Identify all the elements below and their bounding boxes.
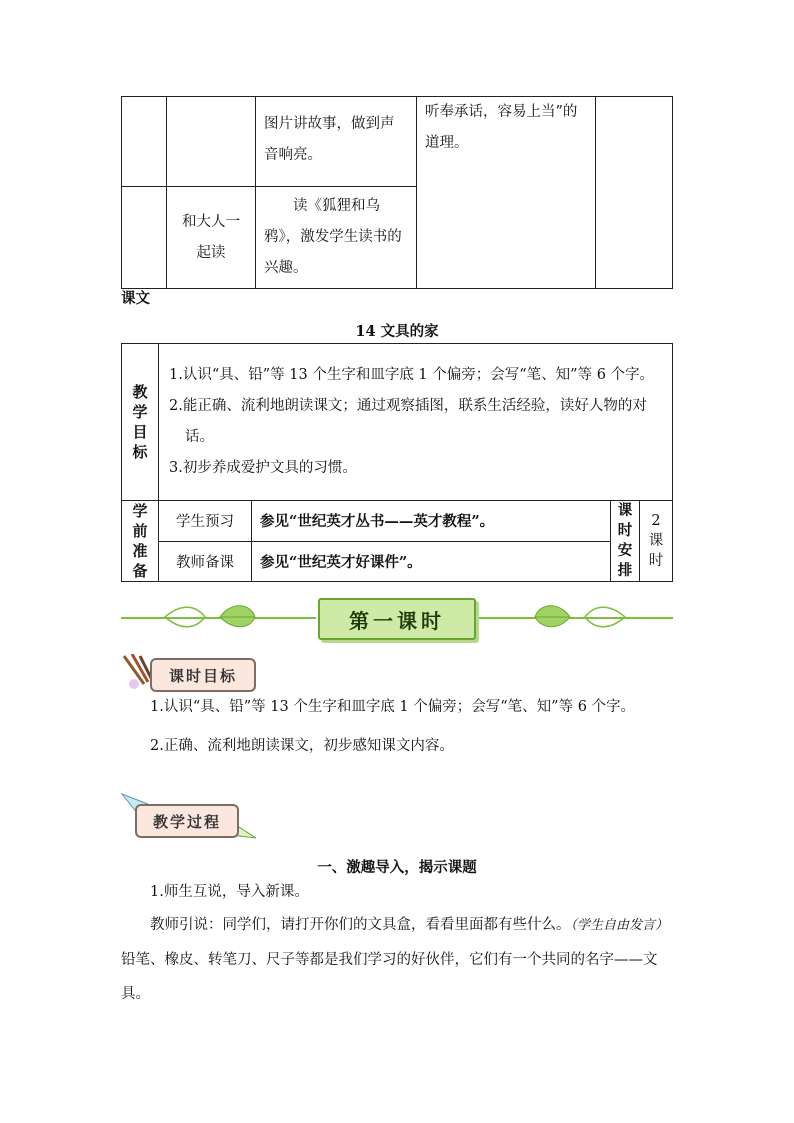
objectives-content	[159, 344, 673, 501]
cell-text: 读《狐狸和乌鸦》，激发学生读书的兴趣。	[264, 198, 402, 276]
cell-text: 听奉承话，容易上当”的道理。	[425, 104, 578, 151]
objectives-head-text: 教学目标	[132, 383, 148, 461]
step1-paragraph-a: 教师引说：同学们，请打开你们的文具盒，看看里面都有些什么。	[150, 917, 571, 933]
cell-moral	[417, 97, 596, 289]
cell-text: 图片讲故事，做到声音响亮。	[264, 115, 395, 163]
step1-paragraph-note: （学生自由发言）	[570, 918, 669, 933]
cell-empty	[122, 187, 167, 289]
section-label: 课文	[121, 290, 150, 307]
step1-paragraph	[121, 908, 673, 1011]
leaf-ornament-icon	[520, 602, 630, 632]
cell-read-story	[256, 187, 417, 289]
lesson-title: 14 文具的家	[355, 323, 439, 340]
schedule-value	[640, 501, 673, 582]
objectives-table	[121, 343, 673, 582]
cell-text: 和大人一起读	[182, 213, 240, 261]
step1-title: 一、激趣导入，揭示课题	[317, 859, 477, 876]
schedule-head-text: 课时安排	[617, 502, 633, 579]
continued-table	[121, 96, 673, 289]
banner-title: 第一课时	[318, 598, 476, 640]
schedule-head	[611, 501, 640, 582]
goal-item: 2.正确、流利地朗读课文，初步感知课文内容。	[150, 738, 454, 754]
prep-value: 参见“世纪英才丛书——英才教程”。	[252, 501, 611, 542]
prep-label: 学生预习	[159, 501, 252, 542]
objectives-head	[122, 344, 159, 501]
step1-sub: 1.师生互说，导入新课。	[150, 884, 309, 900]
cell-empty	[596, 97, 673, 289]
step1-paragraph-b: 铅笔、橡皮、转笔刀、尺子等都是我们学习的好伙伴，它们有一个共同的名字——文具。	[121, 952, 658, 1002]
process-label: 教学过程	[135, 804, 239, 838]
schedule-value-text: 2课时	[648, 513, 664, 569]
goal-item: 1.认识“具、铅”等 13 个生字和皿字底 1 个偏旁；会写“笔、知”等 6 个字。	[150, 699, 636, 715]
cell-storytelling	[256, 97, 417, 187]
cell-empty	[122, 97, 167, 187]
objective-item: 1.认识“具、铅”等 13 个生字和皿字底 1 个偏旁；会写“笔、知”等 6 个字。	[169, 367, 655, 383]
objective-item: 2.能正确、流利地朗读课文；通过观察插图，联系生活经验，读好人物的对话。	[169, 398, 647, 445]
prep-label: 教师备课	[159, 541, 252, 582]
prep-head	[122, 501, 159, 582]
leaf-ornament-icon	[160, 602, 270, 632]
cell-empty	[167, 97, 256, 187]
step1-body	[121, 877, 673, 1011]
cell-read-with-adult	[167, 187, 256, 289]
objective-item: 3.初步养成爱护文具的习惯。	[169, 460, 357, 476]
prep-head-text: 学前准备	[132, 502, 148, 580]
prep-value: 参见“世纪英才好课件”。	[252, 541, 611, 582]
goals-text	[121, 692, 673, 762]
goals-label: 课时目标	[150, 658, 256, 692]
